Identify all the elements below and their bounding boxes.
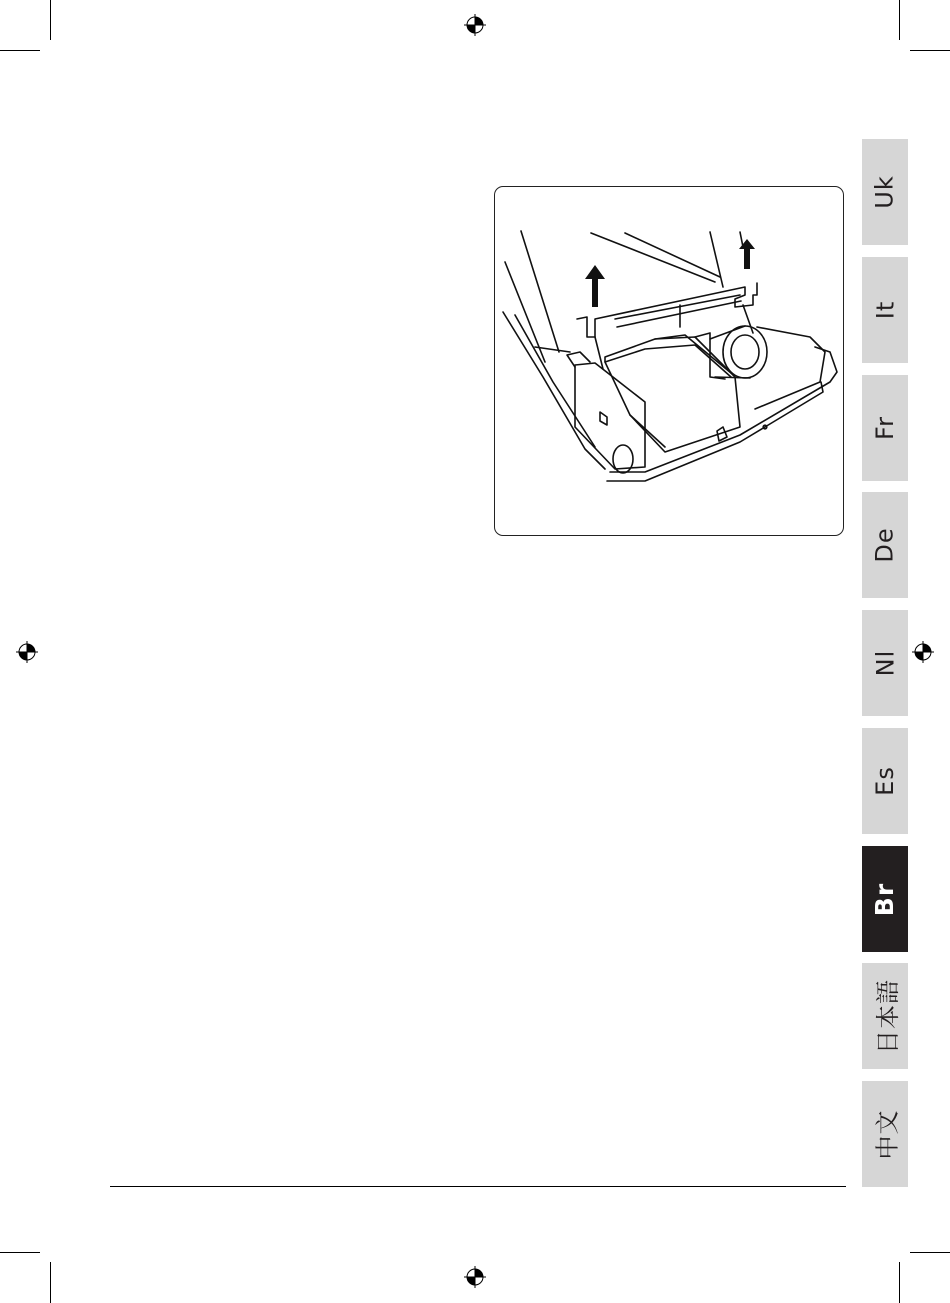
tab-es[interactable] xyxy=(862,728,908,834)
tab-label: Es xyxy=(870,766,899,796)
tab-ja[interactable] xyxy=(862,963,908,1069)
tab-label: Fr xyxy=(871,416,899,440)
tab-de[interactable] xyxy=(862,492,908,598)
footer-rule xyxy=(110,1186,846,1187)
tab-nl[interactable] xyxy=(862,610,908,716)
registration-mark-icon xyxy=(16,641,38,663)
appliance-cover-removal-illustration xyxy=(495,187,845,537)
tab-label: It xyxy=(871,300,899,320)
registration-mark-icon xyxy=(912,641,934,663)
tab-it[interactable] xyxy=(862,257,908,363)
tab-label: 日本語 xyxy=(873,978,902,1054)
registration-mark-icon xyxy=(464,14,486,36)
tab-label: Nl xyxy=(871,649,899,677)
tab-label: Br xyxy=(870,882,900,916)
tab-label: De xyxy=(871,527,899,563)
tab-label: Uk xyxy=(871,175,899,209)
figure-illustration xyxy=(494,186,844,536)
tab-zh[interactable] xyxy=(862,1081,908,1187)
tab-br[interactable] xyxy=(862,846,908,952)
registration-mark-icon xyxy=(464,1266,486,1288)
tab-fr[interactable] xyxy=(862,375,908,481)
tab-uk[interactable] xyxy=(862,139,908,245)
tab-label: 中文 xyxy=(873,1109,902,1159)
